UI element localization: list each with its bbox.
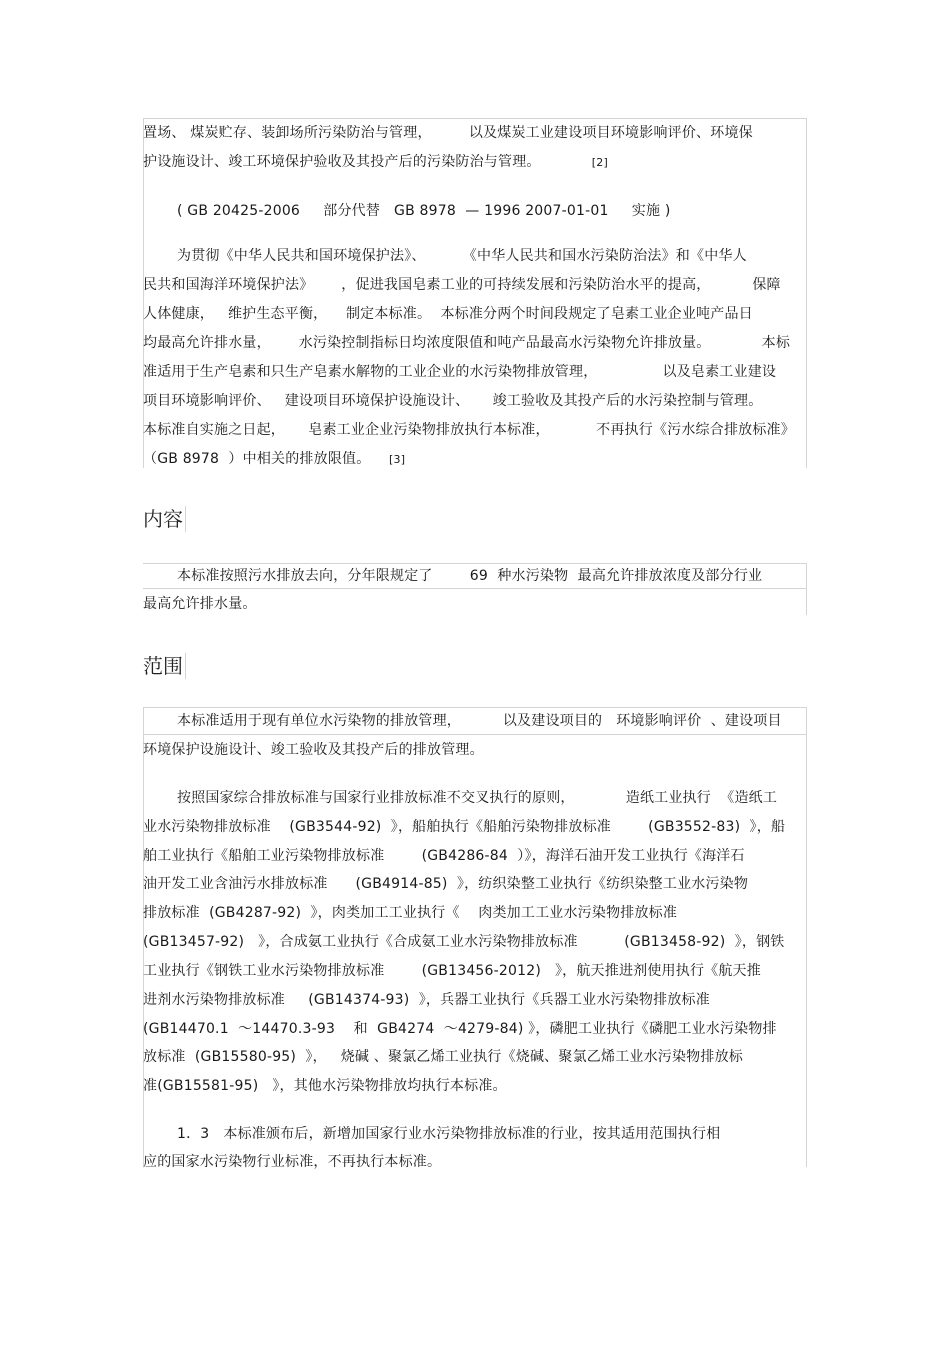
frame-line [143,563,807,564]
paragraph-line: 置场、 煤炭贮存、装卸场所污染防治与管理， 以及煤炭工业建设项目环境影响评价、环境保 [143,125,753,141]
paragraph-line: 准(GB15581-95) 》，其他水污染物排放均执行本标准。 [143,1078,507,1094]
paragraph-line: 1．3 本标准颁布后，新增加国家行业水污染物排放标准的行业，按其适用范围执行相 [177,1126,721,1142]
frame-line [806,563,807,615]
paragraph-text: 护设施设计、竣工环境保护验收及其投产后的污染防治与管理。 [143,154,541,170]
paragraph-line: 本标准按照污水排放去向，分年限规定了 69 种水污染物 最高允许排放浓度及部分行业 [177,568,763,584]
frame-line [806,707,807,1167]
paragraph-line: 业水污染物排放标准 (GB3544-92) 》，船舶执行《船舶污染物排放标准 (GB3552-83) 》，船 [143,819,786,835]
paragraph-line [143,449,405,470]
frame-line [185,653,186,679]
paragraph-text: （GB 8978 ）中相关的排放限值。 [143,451,371,467]
paragraph-line: 工业执行《钢铁工业水污染物排放标准 (GB13456-2012) 》，航天推进剂使用执行《航天推 [143,963,761,979]
paragraph-line: 项目环境影响评价、 建设项目环境保护设施设计、 竣工验收及其投产后的水污染控制与管理。 [143,393,763,409]
paragraph-line: 舶工业执行《船舶工业污染物排放标准 (GB4286-84 ）》，海洋石油开发工业执行《海洋石 [143,848,745,864]
paragraph-line: 本标准适用于现有单位水污染物的排放管理， 以及建设项目的 环境影响评价 、建设项目 [177,713,782,729]
paragraph-line: 环境保护设施设计、竣工验收及其投产后的排放管理。 [143,742,484,758]
paragraph-line: 为贯彻《中华人民共和国环境保护法》、 《中华人民共和国水污染防治法》和《中华人 [177,248,747,264]
frame-line [185,506,186,532]
paragraph-line: 准适用于生产皂素和只生产皂素水解物的工业企业的水污染物排放管理， 以及皂素工业建设 [143,364,777,380]
standard-code-line: ( GB 20425-2006 部分代替 GB 8978 — 1996 2007-01-01 实施 ) [177,203,671,219]
section-heading-content: 内容 [143,507,183,531]
paragraph-line: 排放标准 (GB4287-92) 》，肉类加工工业执行《 肉类加工工业水污染物排放标准 [143,905,678,921]
paragraph-line: 应的国家水污染物行业标准，不再执行本标准。 [143,1154,442,1170]
paragraph-line: (GB14470.1 ～14470.3-93 和 GB4274 ～4279-84) 》，磷肥工业执行《磷肥工业水污染物排 [143,1021,777,1037]
paragraph-line: 民共和国海洋环境保护法》 ，促进我国皂素工业的可持续发展和污染防治水平的提高， 保障 [143,277,781,293]
paragraph-line: 人体健康， 维护生态平衡， 制定本标准。 本标准分两个时间段规定了皂素工业企业吨产品日 [143,306,753,322]
paragraph-line: 放标准 (GB15580-95) 》， 烧碱 、聚氯乙烯工业执行《烧碱、聚氯乙烯工业水污染物排放标 [143,1049,743,1065]
paragraph-line [143,152,608,173]
frame-line [806,118,807,468]
frame-line [143,734,807,735]
section-heading-scope: 范围 [143,654,183,678]
paragraph-line: 进剂水污染物排放标准 (GB14374-93) 》，兵器工业执行《兵器工业水污染物排放标准 [143,992,710,1008]
paragraph-line: 本标准自实施之日起， 皂素工业企业污染物排放执行本标准， 不再执行《污水综合排放标准》 [143,422,795,438]
frame-line [143,707,807,708]
paragraph-line: 均最高允许排水量， 水污染控制指标日均浓度限值和吨产品最高水污染物允许排放量。 本标 [143,335,791,351]
paragraph-line: 按照国家综合排放标准与国家行业排放标准不交叉执行的原则， 造纸工业执行 《造纸工 [177,790,778,806]
paragraph-line: 油开发工业含油污水排放标准 (GB4914-85) 》，纺织染整工业执行《纺织染整工业水污染物 [143,876,749,892]
paragraph-line: 最高允许排水量。 [143,596,257,612]
citation-link[interactable]: [3] [389,453,406,466]
citation-link[interactable]: [2] [591,156,608,169]
frame-line [143,118,807,119]
frame-line [143,588,807,589]
paragraph-line: (GB13457-92) 》，合成氨工业执行《合成氨工业水污染物排放标准 (GB13458-92) 》，钢铁 [143,934,785,950]
